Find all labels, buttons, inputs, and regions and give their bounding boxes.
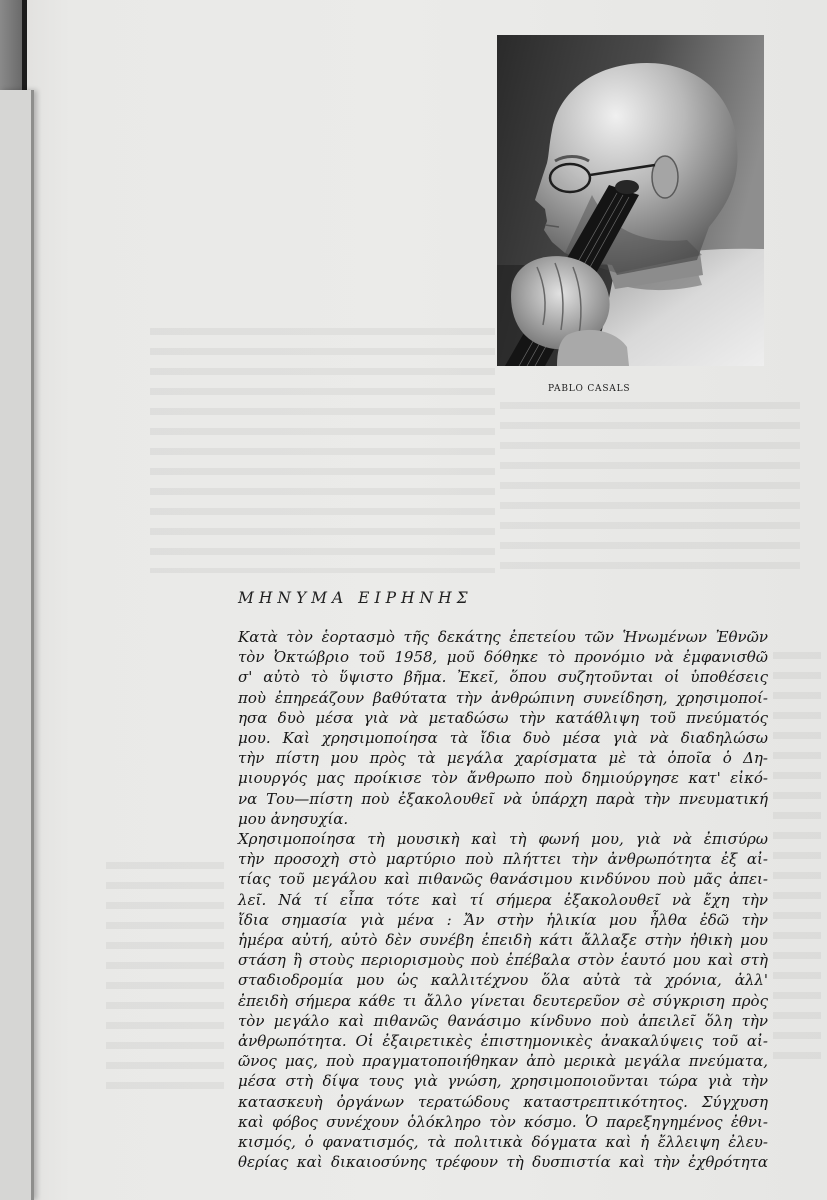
text-line: τίας τοῦ μεγάλου καὶ πιθανῶς θανάσιμου κινδύνου ποὺ μᾶς ἀπει- [238,870,768,889]
bleed-through-text [150,328,495,573]
text-line: ἴδια σημασία γιὰ μένα : Ἄν στὴν ἡλικία μου ἦλθα ἐδῶ τὴν [238,910,768,929]
text-line: μιουργός μας προίκισε τὸν ἄνθρωπο ποὺ δημιούργησε κατ' εἰκό- [238,769,768,788]
text-line: ἡμέρα αὐτή, αὐτὸ δὲν συνέβη ἐπειδὴ κάτι ἄλλαξε στὴν ἠθικὴ μου [238,931,768,950]
photo-caption: PABLO CASALS [548,384,631,394]
text-line: ῶνος μας, ποὺ πραγματοποιήθηκαν ἀπὸ μερικὰ μεγάλα πνεύματα, [238,1052,768,1071]
ear-shape [652,156,678,198]
binding-edge [0,0,27,92]
article-body [238,627,768,1172]
bleed-through-text [106,862,224,1090]
text-line: μου. Καὶ χρησιμοποίησα τὰ ἴδια δυὸ μέσα γιὰ νὰ διαδηλώσω [238,729,768,748]
paragraph [238,829,768,1172]
text-line: σταδιοδρομία μου ὡς καλλιτέχνου ὅλα αὐτὰ τὰ χρόνια, ἀλλ' [238,971,768,990]
text-line: τὸν Ὀκτώβριο τοῦ 1958, μοῦ δόθηκε τὸ προνόμιο νὰ ἐμφανισθῶ [238,648,768,667]
photo-illustration [497,35,764,366]
text-line: Κατὰ τὸν ἑορτασμὸ τῆς δεκάτης ἐπετείου τῶν Ἡνωμένων Ἐθνῶν [238,628,768,646]
text-line: θερίας καὶ δικαιοσύνης τρέφουν τὴ δυσπιστία καὶ τὴν ἐχθρότητα [238,1153,768,1172]
text-line: κισμός, ὁ φανατισμός, τὰ πολιτικὰ δόγματα καὶ ἡ ἔλλειψη ἐλευ- [238,1133,768,1152]
text-line: ἀνθρωπότητα. Οἱ ἐξαιρετικὲς ἐπιστημονικὲς ἀνακαλύψεις τοῦ αἰ- [238,1032,768,1051]
text-line: κατασκευὴ ὀργάνων τερατώδους καταστρεπτικότητος. Σύγχυση [238,1092,768,1111]
bleed-through-text [773,652,821,1072]
underlying-page-edge [0,90,34,1200]
text-line: τὴν προσοχὴ στὸ μαρτύριο ποὺ πλήττει τὴν ἀνθρωπότητα ἐξ αἰ- [238,850,768,869]
text-line: στάση ἢ στοὺς περιορισμοὺς ποὺ ἐπέβαλα στὸν ἑαυτό μου καὶ στὴ [238,951,768,970]
article-title: ΜΗΝΥΜΑ ΕΙΡΗΝΗΣ [238,589,473,607]
text-line: μέσα στὴ δίψα τους γιὰ γνώση, χρησιμοποιοῦνται τώρα γιὰ τὴν [238,1072,768,1091]
text-line: ησα δυὸ μέσα γιὰ νὰ μεταδώσω τὴν κατάθλιψη τοῦ πνεύματός [238,708,768,727]
text-line: τὸν μεγάλο καὶ πιθανῶς θανάσιμο κίνδυνο ποὺ ἀπειλεῖ ὅλη τὴν [238,1011,768,1030]
text-line: ἐπειδὴ σήμερα κάθε τι ἄλλο γίνεται δευτερεῦον σὲ σύγκριση πρὸς [238,991,768,1010]
text-line: Χρησιμοποίησα τὴ μουσικὴ καὶ τὴ φωνή μου, γιὰ νὰ ἐπισύρω [238,830,768,849]
photo-pablo-casals [497,35,764,366]
text-line: τὴν πίστη μου πρὸς τὰ μεγάλα χαρίσματα μὲ τὰ ὁποῖα ὁ Δη- [238,749,768,768]
text-line: μου ἀνησυχία. [238,809,349,828]
glasses-lens-shape [550,164,590,192]
text-line: καὶ φόβος συνέχουν ὁλόκληρο τὸν κόσμο. Ὁ παρεξηγημένος ἐθνι- [238,1112,768,1131]
paragraph [238,627,768,829]
text-line: ποὺ ἐπηρεάζουν βαθύτατα τὴν ἀνθρώπινη συνείδηση, χρησιμοποί- [238,688,768,707]
text-line: να Του—πίστη ποὺ ἐξακολουθεῖ νὰ ὑπάρχη παρὰ τὴν πνευματική [238,789,768,808]
text-line: λεῖ. Νά τί εἶπα τότε καὶ τί σήμερα ἐξακολουθεῖ νὰ ἔχη τὴν [238,890,768,909]
bleed-through-text [500,402,800,574]
cello-scroll-shape [615,180,639,194]
text-line: σ' αὐτὸ τὸ ὕψιστο βῆμα. Ἐκεῖ, ὅπου συζητοῦνται οἱ ὑποθέσεις [238,668,768,687]
